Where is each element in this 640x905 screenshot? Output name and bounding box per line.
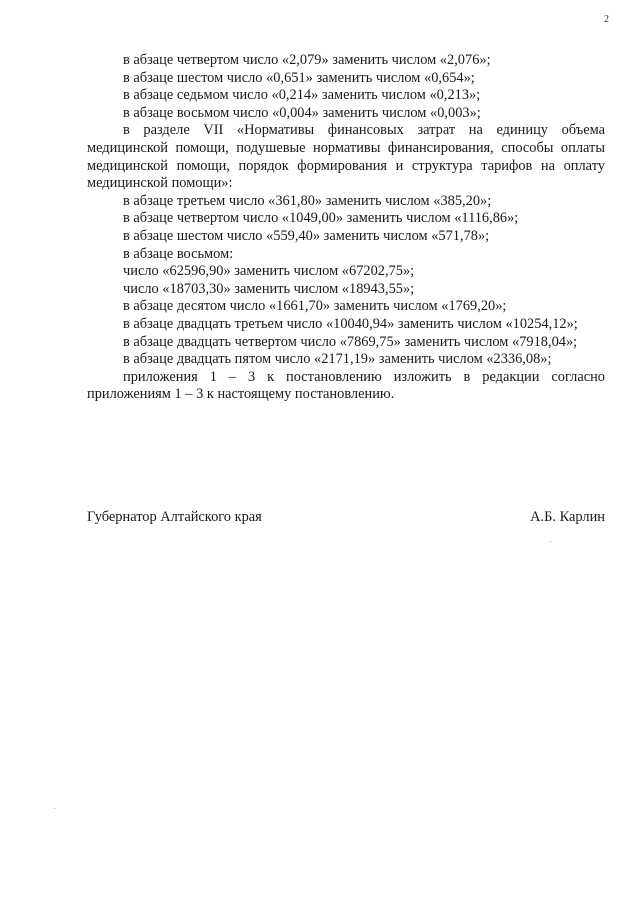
signature-block	[87, 509, 605, 526]
paragraph: в абзаце двадцать пятом число «2171,19» заменить числом «2336,08»;	[123, 351, 552, 368]
paragraph: в абзаце восьмом:	[123, 245, 234, 262]
scan-speck	[54, 808, 55, 809]
page-number: 2	[604, 14, 609, 25]
paragraph: в абзаце двадцать третьем число «10040,94» заменить числом «10254,12»;	[123, 315, 578, 332]
paragraph: в абзаце третьем число «361,80» заменить числом «385,20»;	[123, 192, 492, 209]
paragraph: в разделе VII «Нормативы финансовых затрат на единицу объема медицинской помощи, подушевые нормативы финансирования, способы оплаты медицинской помощи, порядок формирования и структура тарифов на оплату медицинской помощи»:	[87, 122, 605, 192]
paragraph: в абзаце двадцать четвертом число «7869,75» заменить числом «7918,04»;	[123, 333, 578, 350]
paragraph: число «18703,30» заменить числом «18943,55»;	[123, 280, 415, 297]
paragraph: в абзаце шестом число «0,651» заменить числом «0,654»;	[123, 69, 475, 86]
paragraph: в абзаце четвертом число «2,079» заменить числом «2,076»;	[123, 52, 491, 68]
paragraph: число «62596,90» заменить числом «67202,75»;	[123, 263, 415, 280]
paragraph: в абзаце восьмом число «0,004» заменить числом «0,003»;	[123, 104, 481, 121]
paragraph: приложения 1 – 3 к постановлению изложить в редакции согласно приложениям 1 – 3 к настоящему постановлению.	[87, 368, 605, 403]
signatory-name: А.Б. Карлин	[530, 509, 605, 525]
paragraph: в абзаце седьмом число «0,214» заменить числом «0,213»;	[123, 87, 481, 104]
paragraph: в абзаце десятом число «1661,70» заменить числом «1769,20»;	[123, 298, 507, 315]
document-body	[87, 52, 605, 404]
paragraph: в абзаце шестом число «559,40» заменить числом «571,78»;	[123, 227, 490, 244]
signatory-position: Губернатор Алтайского края	[87, 509, 262, 525]
paragraph: в абзаце четвертом число «1049,00» заменить числом «1116,86»;	[123, 210, 519, 227]
scan-speck	[550, 541, 551, 542]
